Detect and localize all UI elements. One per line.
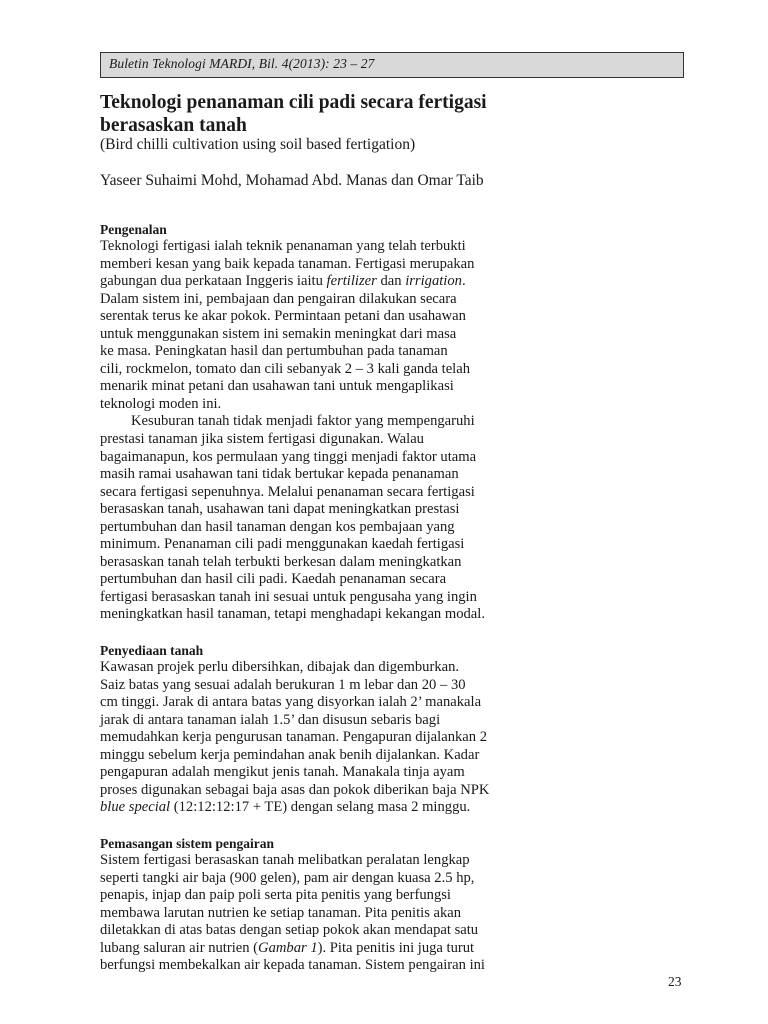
text-run: (12:12:12:17 + TE) dengan selang masa 2 minggu. bbox=[170, 799, 471, 816]
text-line bbox=[100, 940, 580, 958]
text-line: penapis, injap dan paip poli serta pita penitis yang berfungsi bbox=[100, 887, 451, 904]
text-line: untuk menggunakan sistem ini semakin meningkat dari masa bbox=[100, 325, 457, 342]
text-line: pengapuran adalah mengikut jenis tanah. Manakala tinja ayam bbox=[100, 764, 465, 781]
text-line bbox=[100, 799, 580, 817]
text-line: pertumbuhan dan hasil cili padi. Kaedah penanaman secara bbox=[100, 571, 447, 588]
section-heading: Pemasangan sistem pengairan bbox=[100, 835, 275, 851]
article-body bbox=[100, 221, 580, 993]
text-line: proses digunakan sebagai baja asas dan pokok diberikan baja NPK bbox=[100, 781, 490, 798]
article-subtitle: (Bird chilli cultivation using soil based fertigation) bbox=[100, 136, 416, 153]
title-line: berasaskan tanah bbox=[100, 115, 247, 136]
article-authors: Yaseer Suhaimi Mohd, Mohamad Abd. Manas dan Omar Taib bbox=[100, 172, 484, 189]
text-line: Saiz batas yang sesuai adalah berukuran 1 m lebar dan 20 – 30 bbox=[100, 676, 466, 693]
text-line: minggu sebelum kerja pemindahan anak benih dijalankan. Kadar bbox=[100, 746, 480, 763]
journal-citation-box bbox=[100, 52, 684, 78]
section-heading: Penyediaan tanah bbox=[100, 643, 204, 659]
section-heading: Pengenalan bbox=[100, 222, 167, 237]
section-pengenalan bbox=[100, 221, 580, 624]
paragraph bbox=[100, 413, 580, 624]
section-penyediaan-tanah bbox=[100, 642, 580, 817]
text-run: dan bbox=[376, 273, 406, 290]
text-run: . bbox=[461, 273, 466, 290]
text-line: memberi kesan yang baik kepada tanaman. Fertigasi merupakan bbox=[100, 255, 475, 272]
title-line: Teknologi penanaman cili padi secara fertigasi bbox=[100, 92, 487, 113]
section-pemasangan-sistem-pengairan bbox=[100, 835, 580, 975]
text-line: ke masa. Peningkatan hasil dan pertumbuhan pada tanaman bbox=[100, 343, 448, 360]
paragraph bbox=[100, 238, 580, 413]
text-line: fertigasi berasaskan tanah ini sesuai untuk pengusaha yang ingin bbox=[100, 588, 477, 605]
text-line: masih ramai usahawan tani tidak bertukar kepada penanaman bbox=[100, 466, 459, 483]
text-line: teknologi moden ini. bbox=[100, 395, 222, 412]
text-line: prestasi tanaman jika sistem fertigasi digunakan. Walau bbox=[100, 431, 424, 448]
text-line: serentak terus ke akar pokok. Permintaan petani dan usahawan bbox=[100, 308, 466, 325]
text-run: lubang saluran air nutrien ( bbox=[100, 939, 259, 956]
text-line: memudahkan kerja pengurusan tanaman. Pengapuran dijalankan 2 bbox=[100, 729, 488, 746]
page-number: 23 bbox=[668, 974, 682, 989]
paragraph bbox=[100, 659, 580, 817]
text-line bbox=[100, 273, 580, 291]
text-line: Teknologi fertigasi ialah teknik penanaman yang telah terbukti bbox=[100, 238, 466, 254]
text-line: Kesuburan tanah tidak menjadi faktor yang mempengaruhi bbox=[131, 413, 475, 430]
text-line: meningkatkan hasil tanaman, tetapi menghadapi kekangan modal. bbox=[100, 606, 485, 623]
text-line: seperti tangki air baja (900 gelen), pam air dengan kuasa 2.5 hp, bbox=[100, 869, 475, 886]
text-line: pertumbuhan dan hasil tanaman dengan kos pembajaan yang bbox=[100, 518, 455, 535]
text-line: Dalam sistem ini, pembajaan dan pengairan dilakukan secara bbox=[100, 290, 457, 307]
italic-term: blue special bbox=[100, 799, 171, 816]
text-line: jarak di antara tanaman ialah 1.5’ dan disusun sebaris bagi bbox=[100, 711, 441, 728]
text-run: ). Pita penitis ini juga turut bbox=[317, 939, 475, 956]
text-line: diletakkan di atas batas dengan setiap pokok akan mendapat satu bbox=[100, 922, 479, 939]
text-line: cm tinggi. Jarak di antara batas yang disyorkan ialah 2’ manakala bbox=[100, 694, 482, 711]
journal-citation: Buletin Teknologi MARDI, Bil. 4(2013): 23 – 27 bbox=[109, 56, 375, 71]
text-line: berasaskan tanah, usahawan tani dapat meningkatkan prestasi bbox=[100, 501, 460, 518]
text-line: minimum. Penanaman cili padi menggunakan kaedah fertigasi bbox=[100, 536, 465, 553]
text-line: berasaskan tanah telah terbukti berkesan dalam meningkatkan bbox=[100, 553, 462, 570]
figure-reference: Gambar 1 bbox=[258, 939, 318, 956]
italic-term: fertilizer bbox=[326, 273, 377, 290]
text-line: bagaimanapun, kos permulaan yang tinggi menjadi faktor utama bbox=[100, 448, 477, 465]
text-line: menarik minat petani dan usahawan tani untuk mengaplikasi bbox=[100, 378, 454, 395]
text-line: berfungsi membekalkan air kepada tanaman. Sistem pengairan ini bbox=[100, 957, 485, 974]
italic-term: irrigation bbox=[405, 273, 462, 290]
paragraph bbox=[100, 852, 580, 975]
text-line: secara fertigasi sepenuhnya. Melalui penanaman secara fertigasi bbox=[100, 483, 475, 500]
text-run: gabungan dua perkataan Inggeris iaitu bbox=[100, 273, 327, 290]
text-line: membawa larutan nutrien ke setiap tanaman. Pita penitis akan bbox=[100, 904, 462, 921]
text-line: Kawasan projek perlu dibersihkan, dibajak dan digemburkan. bbox=[100, 659, 460, 676]
text-line: cili, rockmelon, tomato dan cili sebanyak 2 – 3 kali ganda telah bbox=[100, 360, 471, 377]
article-title bbox=[100, 91, 680, 137]
text-line: Sistem fertigasi berasaskan tanah melibatkan peralatan lengkap bbox=[100, 851, 470, 868]
